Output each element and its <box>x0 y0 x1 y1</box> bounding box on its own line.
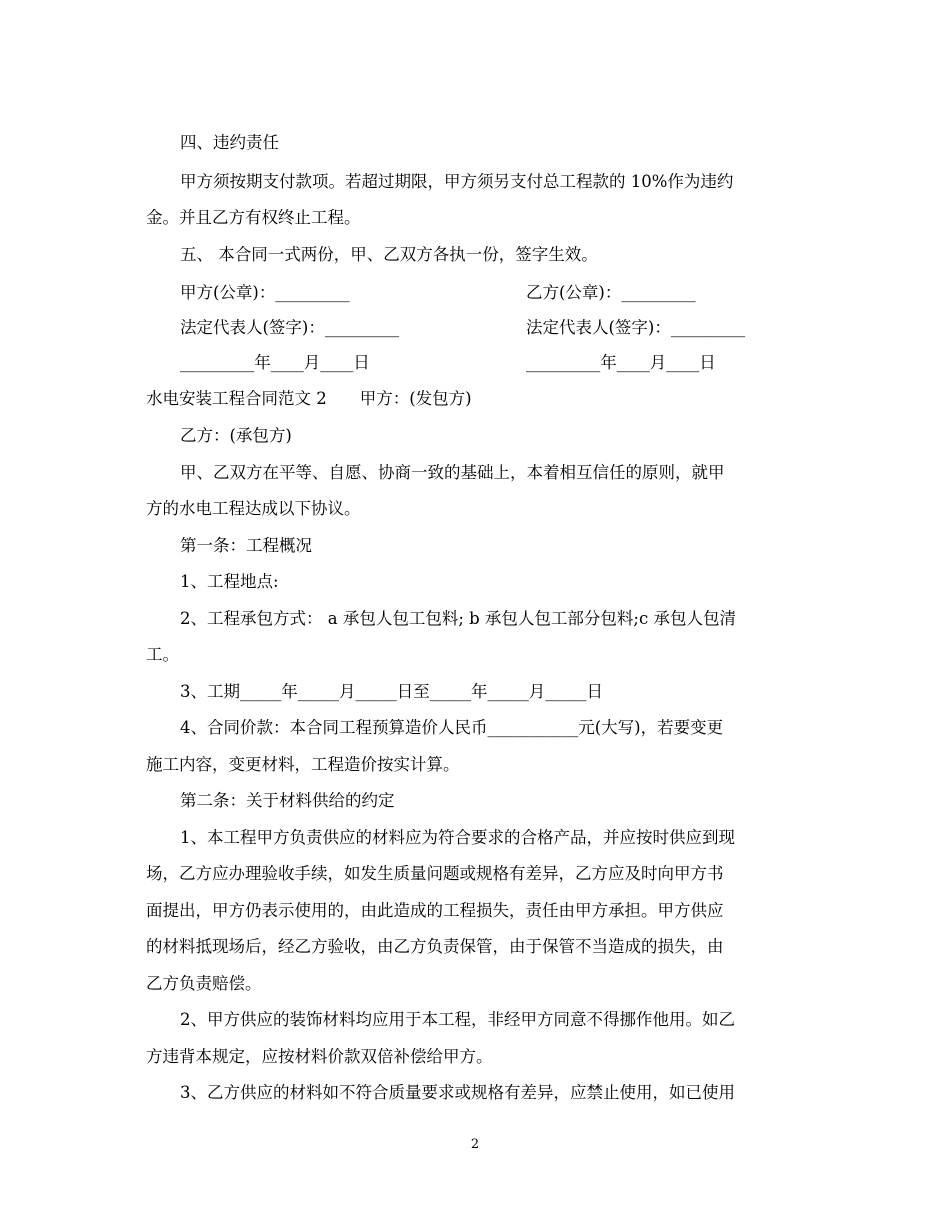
paragraph-line: 施工内容，变更材料，工程造价按实计算。 <box>146 755 460 774</box>
paragraph-line: 2、甲方供应的装饰材料均应用于本工程，非经甲方同意不得挪作他用。如乙 <box>180 1010 735 1029</box>
paragraph-line: 五、 本合同一式两份，甲、乙双方各执一份，签字生效。 <box>180 245 598 264</box>
paragraph-line: 乙方负责赔偿。 <box>146 974 262 993</box>
heading-article-1: 第一条：工程概况 <box>180 536 312 555</box>
paragraph-line: 的材料抵现场后，经乙方验收，由乙方负责保管，由于保管不当造成的损失，由 <box>146 937 724 956</box>
paragraph-line: 1、本工程甲方负责供应的材料应为符合要求的合格产品，并应按时供应到现 <box>180 828 735 847</box>
paragraph-line: 场，乙方应办理验收手续，如发生质量问题或规格有差异，乙方应及时向甲方书 <box>146 864 724 883</box>
paragraph-line: 方违背本规定，应按材料价款双倍补偿给甲方。 <box>146 1047 493 1066</box>
page-number: 2 <box>470 1137 480 1152</box>
heading-article-2: 第二条：关于材料供给的约定 <box>180 791 395 810</box>
party-a-date-field: _________年____月____日 <box>180 353 370 372</box>
contract-title-line: 水电安装工程合同范文 2 甲方：(发包方) <box>146 389 472 408</box>
paragraph-line: 3、乙方供应的材料如不符合质量要求或规格有差异，应禁止使用，如已使用 <box>180 1083 735 1102</box>
paragraph-line: 金。并且乙方有权终止工程。 <box>146 208 361 227</box>
paragraph-line: 甲、乙双方在平等、自愿、协商一致的基础上，本着相互信任的原则，就甲 <box>180 463 725 482</box>
party-a-seal-field: 甲方(公章)：_________ <box>180 283 350 302</box>
paragraph-line: 2、工程承包方式： a 承包人包工包料; b 承包人包工部分包料;c 承包人包清 <box>180 609 736 628</box>
paragraph-line: 面提出，甲方仍表示使用的，由此造成的工程损失，责任由甲方承担。甲方供应 <box>146 901 724 920</box>
paragraph-line: 方的水电工程达成以下协议。 <box>146 499 361 518</box>
party-b-seal-field: 乙方(公章)：_________ <box>526 283 696 302</box>
heading-breach-liability: 四、违约责任 <box>180 133 279 152</box>
party-a-representative-field: 法定代表人(签字)：_________ <box>180 318 400 337</box>
paragraph-line: 甲方须按期支付款项。若超过期限，甲方须另支付总工程款的 10%作为违约 <box>180 172 734 191</box>
paragraph-line: 3、工期_____年_____月_____日至_____年_____月_____日 <box>180 682 603 701</box>
paragraph-line: 工。 <box>146 645 179 664</box>
paragraph-line: 1、工程地点: <box>180 572 279 591</box>
party-b-date-field: _________年____月____日 <box>526 353 716 372</box>
party-b-representative-field: 法定代表人(签字)：_________ <box>526 318 746 337</box>
paragraph-line: 4、合同价款：本合同工程预算造价人民币___________元(大写)，若要变更 <box>180 718 724 737</box>
party-b-line: 乙方：(承包方) <box>180 426 292 445</box>
